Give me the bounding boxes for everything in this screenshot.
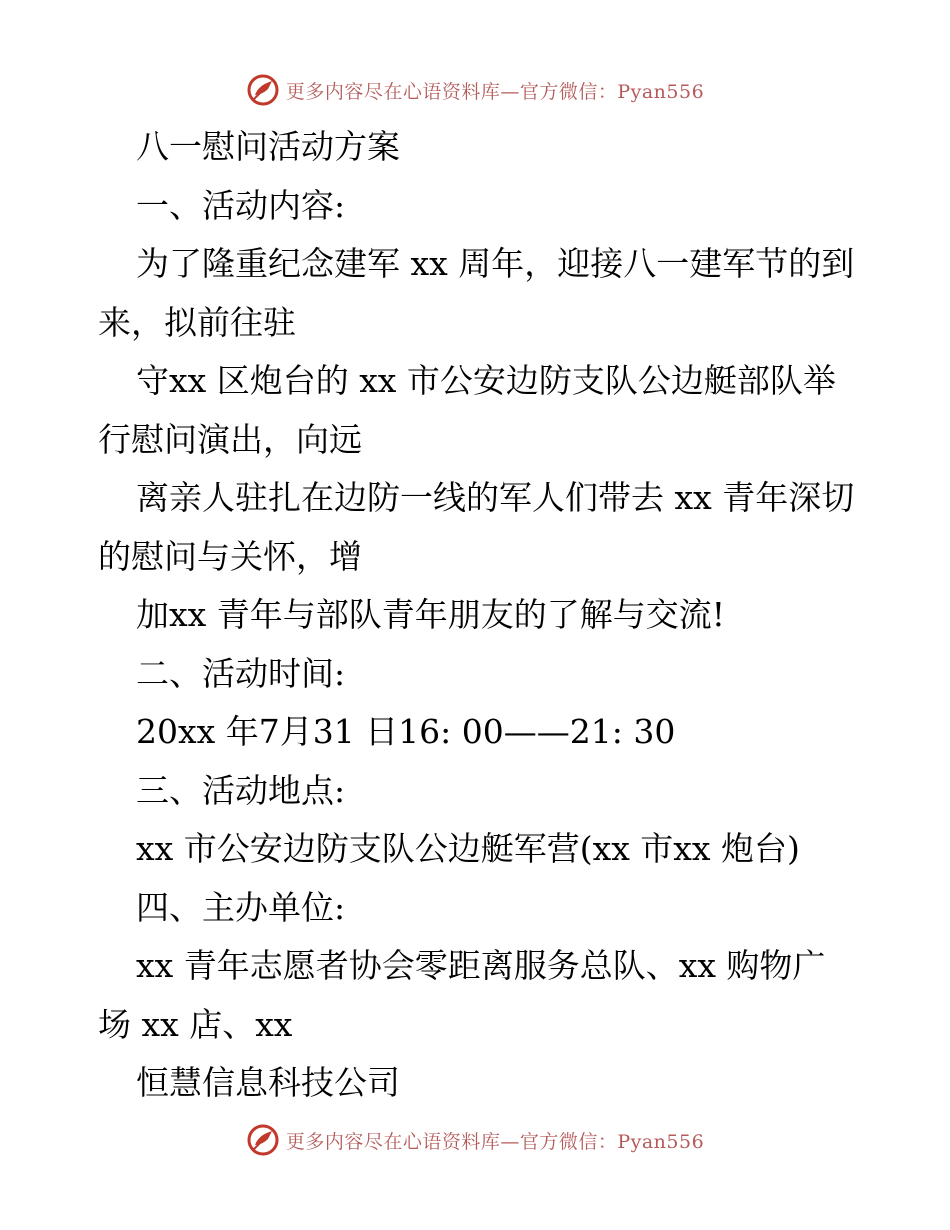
document-title: 八一慰问活动方案	[136, 127, 400, 166]
paragraph: 四、主办单位:	[136, 887, 346, 927]
document-body	[98, 118, 858, 1113]
footer-watermark-text: 更多内容尽在心语资料库—官方微信：Pyan556	[285, 1130, 705, 1153]
paragraph: xx 青年志愿者协会零距离服务总队、xx 购物广场 xx 店、xx	[98, 946, 826, 1044]
paragraph: 20xx 年7月31 日16: 00——21: 30	[136, 712, 676, 751]
paragraph: 加xx 青年与部队青年朋友的了解与交流!	[136, 595, 725, 634]
paragraph: 三、活动地点:	[136, 770, 346, 810]
header-watermark	[0, 70, 950, 110]
paragraph: 守xx 区炮台的 xx 市公安边防支队公边艇部队举行慰问演出，向远	[98, 361, 836, 459]
paragraph: 离亲人驻扎在边防一线的军人们带去 xx 青年深切的慰问与关怀，增	[98, 478, 855, 576]
paragraph: 恒慧信息科技公司	[136, 1063, 400, 1102]
footer-watermark	[0, 1120, 950, 1160]
brand-logo-icon	[246, 73, 280, 107]
paragraph: 为了隆重纪念建军 xx 周年，迎接八一建军节的到来，拟前往驻	[98, 244, 855, 342]
paragraph: 二、活动时间:	[136, 653, 346, 693]
paragraph: xx 市公安边防支队公边艇军营(xx 市xx 炮台)	[136, 829, 800, 868]
header-watermark-text: 更多内容尽在心语资料库—官方微信：Pyan556	[285, 80, 705, 103]
brand-logo-icon	[246, 1123, 280, 1157]
paragraph: 一、活动内容:	[136, 185, 346, 225]
